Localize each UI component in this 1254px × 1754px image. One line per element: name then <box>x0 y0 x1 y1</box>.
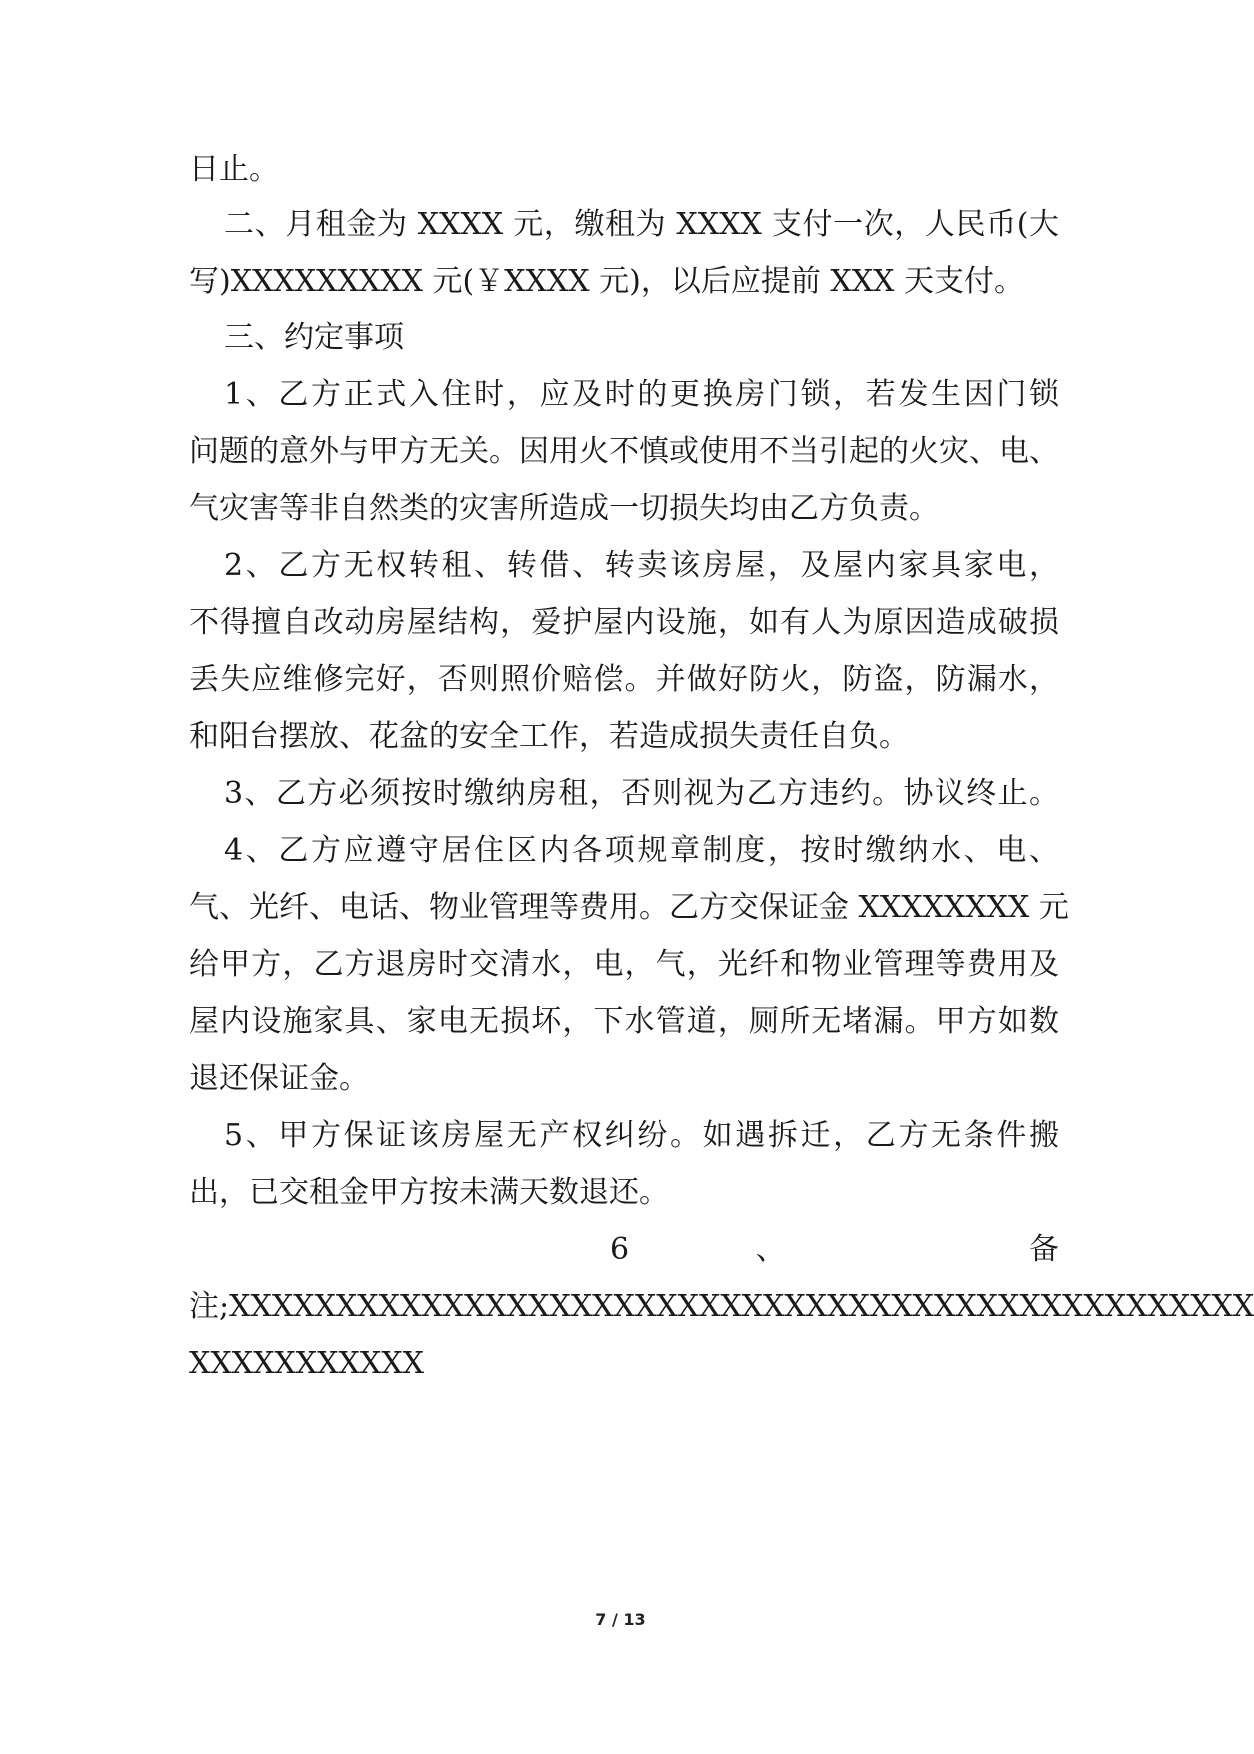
text-line: 5、甲方保证该房屋无产权纠纷。如遇拆迁，乙方无条件搬 <box>224 1118 1059 1153</box>
page-number: 7 / 13 <box>595 1610 646 1629</box>
text-line: 屋内设施家具、家电无损坏，下水管道，厕所无堵漏。甲方如数 <box>189 1004 1059 1039</box>
text-line: 问题的意外与甲方无关。因用火不慎或使用不当引起的火灾、电、 <box>189 434 1059 469</box>
text-line: 日止。 <box>189 152 279 187</box>
text-line: 3、乙方必须按时缴纳房租，否则视为乙方违约。协议终止。 <box>224 776 1059 811</box>
text-line: 和阳台摆放、花盆的安全工作，若造成损失责任自负。 <box>189 719 909 754</box>
text-line: 气灾害等非自然类的灾害所造成一切损失均由乙方负责。 <box>189 491 939 526</box>
text-line: 退还保证金。 <box>189 1061 369 1096</box>
text-line: 不得擅自改动房屋结构，爱护屋内设施，如有人为原因造成破损 <box>189 605 1059 640</box>
text-line: 二、月租金为 XXXX 元，缴租为 XXXX 支付一次，人民币(大 <box>224 207 1059 242</box>
remark-line: XXXXXXXXXXX <box>189 1346 424 1381</box>
text-line: 写)XXXXXXXXX 元(￥XXXX 元)，以后应提前 XXX 天支付。 <box>189 264 1024 299</box>
text-line: 气、光纤、电话、物业管理等费用。乙方交保证金 XXXXXXXX 元 <box>189 890 1069 925</box>
section-heading: 三、约定事项 <box>224 320 404 355</box>
text-line: 给甲方，乙方退房时交清水，电，气，光纤和物业管理等费用及 <box>189 947 1059 982</box>
remark-line: 注;XXXXXXXXXXXXXXXXXXXXXXXXXXXXXXXXXXXXXXXXXXXXXXXX <box>189 1289 1254 1324</box>
text-line: 4、乙方应遵守居住区内各项规章制度，按时缴纳水、电、 <box>224 833 1059 868</box>
remark-heading-line: 6 、 备 <box>610 1232 1059 1267</box>
text-line: 2、乙方无权转租、转借、转卖该房屋，及屋内家具家电， <box>224 548 1059 583</box>
text-line: 出，已交租金甲方按未满天数退还。 <box>189 1175 669 1210</box>
text-line: 1、乙方正式入住时，应及时的更换房门锁，若发生因门锁 <box>224 377 1059 412</box>
text-line: 丢失应维修完好，否则照价赔偿。并做好防火，防盗，防漏水， <box>189 662 1059 697</box>
